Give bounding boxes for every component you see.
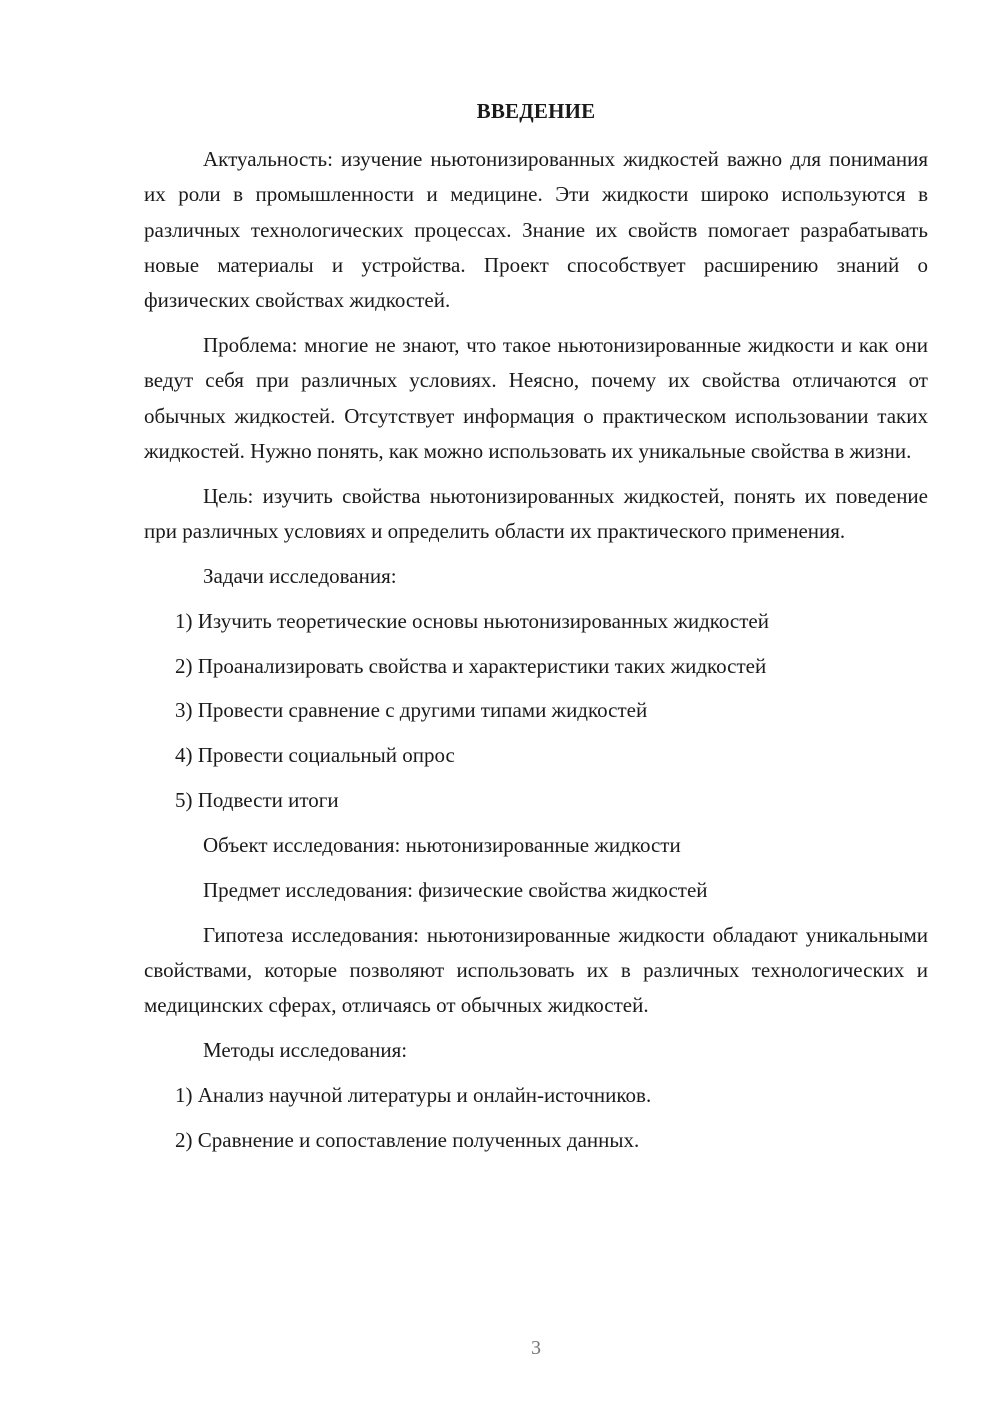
problem-paragraph: Проблема: многие не знают, что такое ньютонизированные жидкости и как они ведут себя при различных условиях. Неясно, почему их свойства отличаются от обычных жидкостей. Отсутствует информация о практическом использовании таких жидкостей. Нужно понять, как можно использовать их уникальные свойства в жизни. [144, 332, 928, 463]
tasks-heading: Задачи исследования: [203, 563, 397, 588]
page-number: 3 [531, 1337, 541, 1359]
goal-paragraph: Цель: изучить свойства ньютонизированных жидкостей, понять их поведение при различных условиях и определить области их практического применения. [144, 483, 928, 543]
page-title: ВВЕДЕНИЕ [476, 99, 596, 123]
task-item: 2) Проанализировать свойства и характеристики таких жидкостей [175, 653, 767, 678]
method-item: 1) Анализ научной литературы и онлайн-источников. [175, 1083, 652, 1108]
object-line: Объект исследования: ньютонизированные жидкости [203, 833, 681, 858]
document-body [144, 142, 928, 1168]
task-item: 4) Провести социальный опрос [175, 743, 455, 768]
task-item: 5) Подвести итоги [175, 788, 339, 813]
task-item: 1) Изучить теоретические основы ньютонизированных жидкостей [175, 608, 769, 633]
relevance-paragraph: Актуальность: изучение ньютонизированных жидкостей важно для понимания их роли в промышленности и медицине. Эти жидкости широко используются в различных технологических процессах. Знание их свойств помогает разрабатывать новые материалы и устройства. Проект способствует расширению знаний о физических свойствах жидкостей. [144, 147, 928, 313]
methods-heading: Методы исследования: [203, 1038, 408, 1063]
hypothesis-paragraph: Гипотеза исследования: ньютонизированные жидкости обладают уникальными свойствами, которые позволяют использовать их в различных технологических и медицинских сферах, отличаясь от обычных жидкостей. [144, 922, 928, 1018]
method-item: 2) Сравнение и сопоставление полученных данных. [175, 1128, 640, 1153]
methods-list [144, 1078, 928, 1158]
tasks-list [144, 604, 928, 819]
subject-line: Предмет исследования: физические свойства жидкостей [203, 878, 708, 902]
task-item: 3) Провести сравнение с другими типами жидкостей [175, 698, 648, 723]
